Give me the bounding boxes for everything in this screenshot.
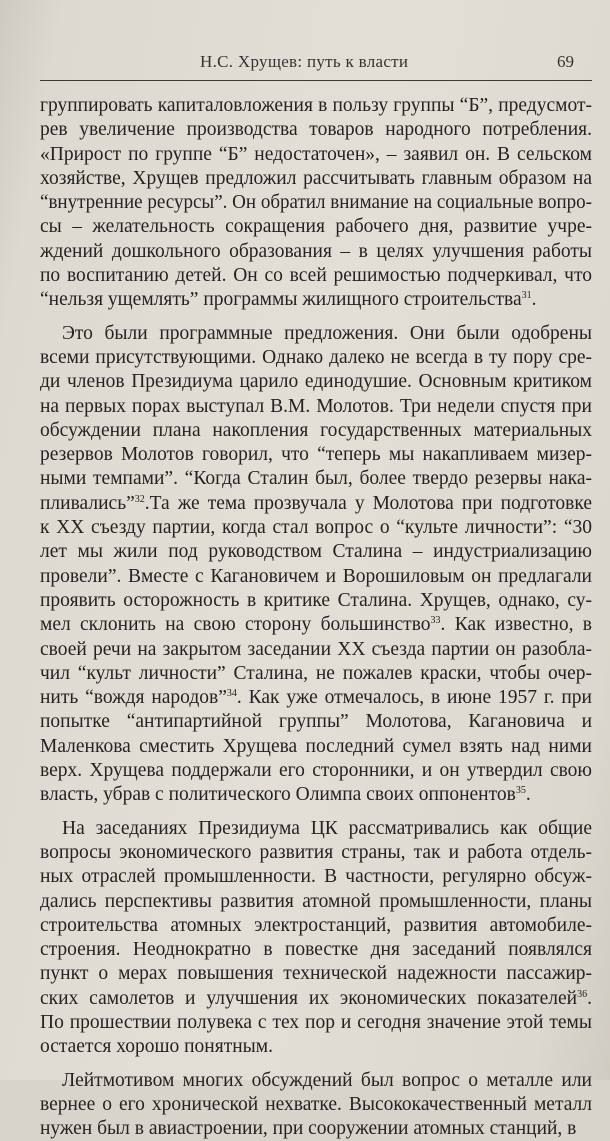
line-text: хозяйстве, Хрущев предложил рассчитывать главным образом на	[40, 167, 592, 189]
text-line	[40, 759, 592, 783]
paragraph	[40, 94, 592, 313]
line-text: пливались”	[40, 492, 135, 514]
footnote-ref: 32	[134, 493, 145, 505]
text-line	[40, 240, 592, 264]
line-text-tail: .	[525, 784, 531, 806]
text-line	[62, 1069, 592, 1093]
line-text: ных отраслей промышленности. В частности, регулярно обсуж-	[40, 866, 592, 888]
line-text: к XX съезду партии, когда стал вопрос о “культе личности”: “30	[40, 517, 592, 539]
text-line	[40, 710, 592, 734]
text-line	[40, 443, 592, 467]
paragraph-gap	[40, 808, 592, 817]
text-line	[40, 841, 592, 865]
footnote-ref: 36	[577, 988, 588, 1000]
line-text: группировать капиталовложения в пользу группы “Б”, предусмот-	[40, 95, 592, 116]
text-line	[40, 370, 592, 394]
text-line	[40, 264, 592, 288]
line-text: проявить осторожность в критике Сталина. Хрущев, однако, су-	[40, 589, 592, 611]
line-text: обсуждении плана накопления государственных материальных	[40, 419, 592, 441]
footnote-ref: 31	[521, 290, 532, 302]
text-line	[40, 735, 592, 759]
line-text: ными темпами”. “Когда Сталин был, более твердо резервы нака-	[40, 468, 592, 490]
line-text: Лейтмотивом многих обсуждений был вопрос о металле или	[62, 1069, 592, 1091]
footnote-ref: 35	[515, 785, 526, 797]
text-line	[40, 1011, 592, 1035]
line-text: ди членов Президиума царило единодушие. Основным критиком	[40, 371, 592, 393]
text-line	[40, 686, 592, 710]
line-text: “внутренние ресурсы”. Он обратил внимание на социальные вопро-	[40, 192, 592, 214]
page-number: 69	[557, 52, 574, 71]
line-text: власть, убрав с политического Олимпа своих оппонентов	[40, 784, 516, 806]
line-text: нить “вождя народов”	[40, 687, 227, 709]
text-line	[40, 540, 592, 564]
text-line	[40, 865, 592, 889]
text-line	[40, 419, 592, 443]
line-text-tail: .	[587, 987, 592, 1009]
line-text: По прошествии полувека с тех пор и сегодня значение этой темы	[40, 1011, 592, 1033]
paragraph-gap	[40, 313, 592, 322]
running-title: Н.С. Хрущев: путь к власти	[200, 52, 409, 71]
line-text: резервов Молотов говорил, что “теперь мы накапливаем мизер-	[40, 444, 592, 466]
text-line	[40, 914, 592, 938]
line-text: пункт о мерах повышения технической надежности пассажир-	[40, 963, 592, 985]
line-text: лет мы жили под руководством Сталина – индустриализацию	[40, 541, 592, 563]
line-text: чил “культ личности” Сталина, не пожалев краски, чтобы очер-	[40, 662, 592, 684]
line-text-tail: .	[531, 289, 537, 311]
line-text: ских самолетов и улучшения их экономических показателей	[40, 987, 578, 1009]
line-text: вернее о его хронической нехватке. Высококачественный металл	[40, 1093, 592, 1115]
line-text: «Прирост по группе “Б” недостаточен», – заявил он. В сельском	[40, 143, 592, 165]
text-line	[40, 613, 592, 637]
line-text: строения. Неоднократно в повестке дня заседаний появлялся	[40, 939, 592, 961]
text-line	[40, 395, 592, 419]
text-line	[40, 516, 592, 540]
text-line	[40, 492, 592, 516]
text-line	[40, 191, 592, 215]
text-line	[40, 1117, 592, 1141]
text-line	[62, 817, 592, 841]
line-text: строительства атомных электростанций, развития автомобиле-	[40, 914, 592, 936]
line-text: всеми присутствующими. Однако далеко не всегда в ту пору сре-	[40, 346, 592, 368]
line-text: На заседаниях Президиума ЦК рассматривались как общие	[62, 817, 592, 839]
footnote-ref: 33	[430, 615, 441, 627]
text-line	[40, 589, 592, 613]
line-text: верх. Хрущева поддержали его сторонники, и он утвердил свою	[40, 760, 592, 782]
line-text: сы – желательность сокращения рабочего дня, развитие учре-	[40, 216, 592, 238]
text-line	[40, 94, 592, 118]
text-line	[40, 143, 592, 167]
line-text: Это были программные предложения. Они были одобрены	[62, 322, 592, 344]
text-line	[40, 638, 592, 662]
text-line	[40, 118, 592, 142]
page-header	[40, 44, 592, 81]
body-text	[40, 94, 592, 1141]
line-text-tail: . Как уже отмечалось, в июне 1957 г. при	[236, 687, 592, 709]
text-line	[40, 662, 592, 686]
text-line	[62, 322, 592, 346]
footnote-ref: 34	[226, 688, 237, 700]
line-text: мел склонить на свою сторону большинство	[40, 614, 431, 636]
text-line	[40, 890, 592, 914]
text-line	[40, 167, 592, 191]
text-line	[40, 346, 592, 370]
line-text: остается хорошо понятным.	[40, 1036, 273, 1058]
paragraph	[40, 817, 592, 1060]
text-line	[40, 288, 592, 312]
text-line	[40, 962, 592, 986]
line-text: попытке “антипартийной группы” Молотова, Кагановича и	[40, 711, 592, 733]
text-line	[40, 467, 592, 491]
paragraph-gap	[40, 1060, 592, 1069]
text-line	[40, 987, 592, 1011]
line-text: Маленкова сместить Хрущева последний сумел взять над ними	[40, 735, 592, 757]
paragraph	[40, 1069, 592, 1141]
line-text: на первых порах выступал В.М. Молотов. Три недели спустя при	[40, 395, 592, 417]
text-line	[40, 1093, 592, 1117]
line-text: ждений дошкольного образования – в целях улучшения работы	[40, 240, 592, 262]
line-text: нужен был в авиастроении, при сооружении атомных станций, в	[40, 1118, 577, 1140]
line-text: своей речи на закрытом заседании XX съезда партии он разобла-	[40, 638, 592, 660]
line-text: вопросы экономического развития страны, так и работа отдель-	[40, 841, 592, 863]
text-line	[40, 1035, 592, 1059]
line-text-tail: .Та же тема прозвучала у Молотова при подготовке	[144, 492, 592, 514]
text-line	[40, 783, 592, 807]
text-line	[40, 565, 592, 589]
text-line	[40, 938, 592, 962]
line-text: рев увеличение производства товаров народного потребления.	[40, 119, 592, 141]
line-text: дались перспективы развития атомной промышленности, планы	[40, 890, 592, 912]
paragraph	[40, 322, 592, 808]
line-text: “нельзя ущемлять” программы жилищного строительства	[40, 289, 522, 311]
line-text: провели”. Вместе с Кагановичем и Ворошиловым он предлагали	[40, 565, 592, 587]
line-text: по воспитанию детей. Он со всей решимостью подчеркивал, что	[40, 265, 592, 287]
line-text-tail: . Как известно, в	[440, 614, 592, 636]
text-line	[40, 215, 592, 239]
